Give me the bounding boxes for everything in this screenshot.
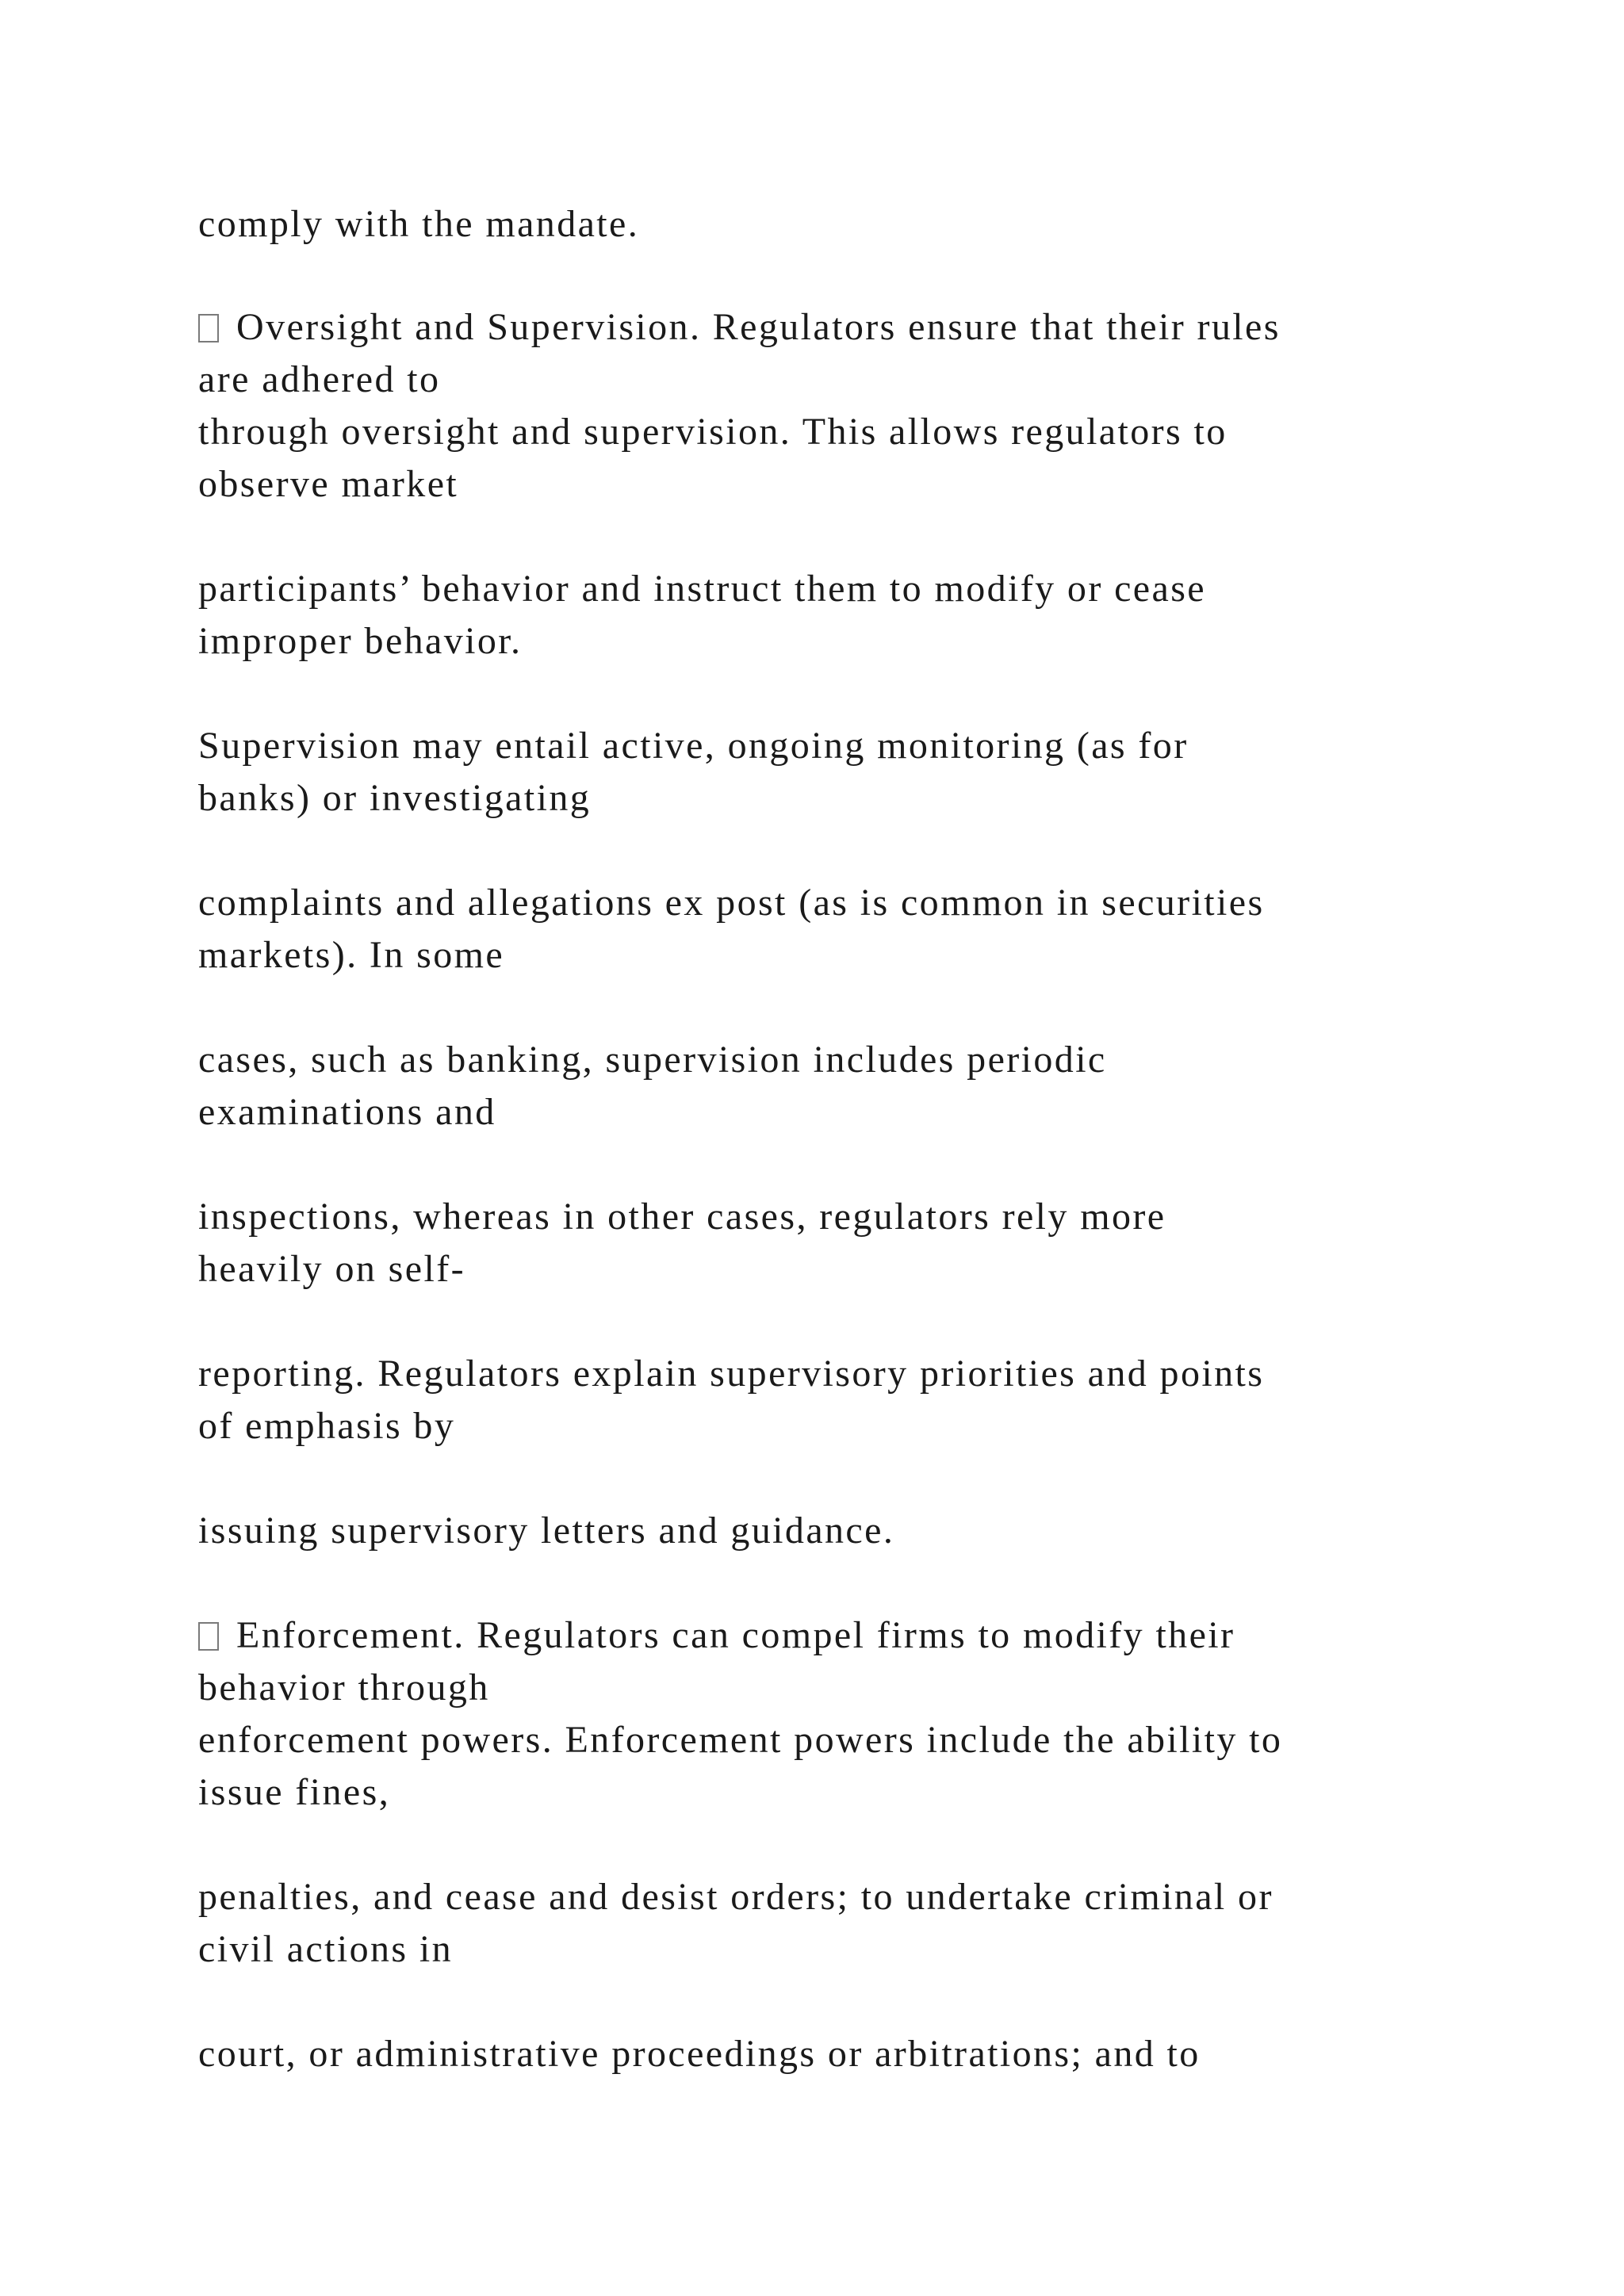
text-line: issue fines, bbox=[198, 1771, 391, 1813]
text-line: Supervision may entail active, ongoing monitoring (as for bbox=[198, 725, 1189, 767]
text-line-content: Enforcement. Regulators can compel firms to modify their bbox=[236, 1614, 1235, 1656]
text-line: civil actions in bbox=[198, 1928, 454, 1970]
missing-glyph-bullet-icon bbox=[198, 1622, 219, 1651]
text-line: of emphasis by bbox=[198, 1405, 456, 1447]
text-line: heavily on self- bbox=[198, 1248, 465, 1290]
text-line: banks) or investigating bbox=[198, 777, 592, 819]
missing-glyph-bullet-icon bbox=[198, 314, 219, 342]
text-line-content: Oversight and Supervision. Regulators ensure that their rules bbox=[236, 306, 1281, 348]
text-line: are adhered to bbox=[198, 358, 441, 400]
text-line bbox=[198, 1609, 1235, 1662]
text-line: comply with the mandate. bbox=[198, 203, 640, 245]
text-line: complaints and allegations ex post (as is common in securities bbox=[198, 882, 1265, 924]
text-line: observe market bbox=[198, 463, 459, 505]
text-line: enforcement powers. Enforcement powers include the ability to bbox=[198, 1719, 1283, 1761]
text-line: through oversight and supervision. This allows regulators to bbox=[198, 411, 1228, 453]
text-line: examinations and bbox=[198, 1091, 496, 1133]
text-line: markets). In some bbox=[198, 934, 505, 976]
text-line: reporting. Regulators explain supervisory priorities and points bbox=[198, 1353, 1265, 1395]
text-line: participants’ behavior and instruct them to modify or cease bbox=[198, 568, 1207, 610]
text-line: cases, such as banking, supervision includes periodic bbox=[198, 1039, 1107, 1081]
text-line: issuing supervisory letters and guidance. bbox=[198, 1510, 895, 1552]
text-line: behavior through bbox=[198, 1667, 490, 1709]
text-line: improper behavior. bbox=[198, 620, 523, 662]
text-line: penalties, and cease and desist orders; to undertake criminal or bbox=[198, 1876, 1274, 1918]
text-line: inspections, whereas in other cases, regulators rely more bbox=[198, 1196, 1166, 1238]
text-line bbox=[198, 301, 1281, 354]
text-line: court, or administrative proceedings or arbitrations; and to bbox=[198, 2033, 1201, 2075]
